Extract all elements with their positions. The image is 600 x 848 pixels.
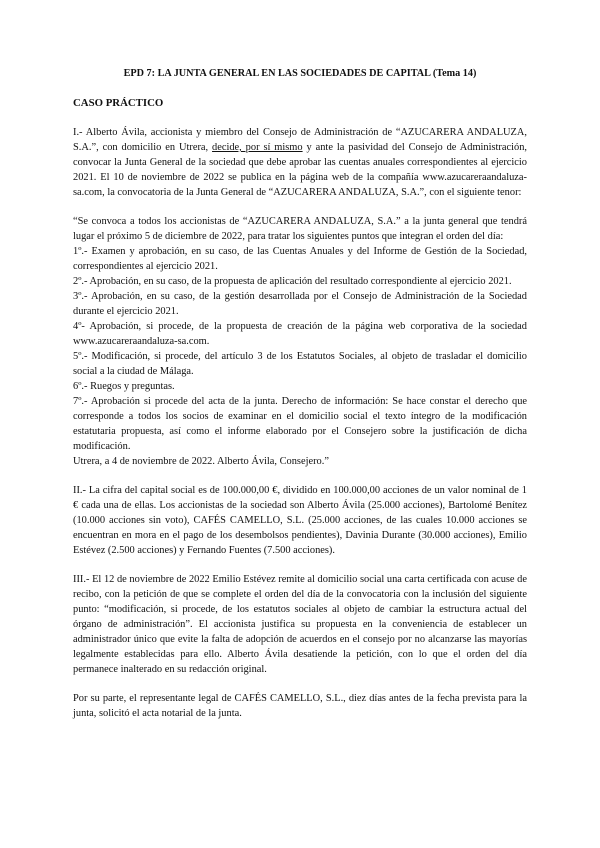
section-1-text-end: y ante la pasividad del Consejo de Administración, convocar la Junta General de la sociedad que debe aprobar las cuentas anuales correspondientes al ejercicio 2021. El 10 de noviembre de 2022 se publica en la página web de la compañía www.azucareraandaluza-sa.com, la convocatoria de la Junta General de “AZUCARERA ANDALUZA, S.A.”, con el siguiente tenor: (73, 142, 527, 198)
agenda-item-7: 7º.- Aprobación si procede del acta de la junta. Derecho de información: Se hace constar el derecho que corresponde a todos los socios de examinar en el domicilio social el texto íntegro de la modificación estatutaria propuesta, así como el informe elaborado por el Consejero sobre la justificación de dicha modificación. (73, 396, 527, 452)
section-heading: CASO PRÁCTICO (73, 97, 164, 109)
paragraph-section-4: Por su parte, el representante legal de CAFÉS CAMELLO, S.L., diez días antes de la fecha prevista para la junta, solicitó el acta notarial de la junta. (73, 693, 527, 719)
agenda-item-5: 5º.- Modificación, si procede, del artículo 3 de los Estatutos Sociales, al objeto de trasladar el domicilio social a la ciudad de Málaga. (73, 351, 527, 377)
section-1-text-start: I.- Alberto Ávila, accionista y miembro del Consejo de Administración de “AZUCARERA ANDALUZA, S.A.”, con domicilio en Utrera, (73, 127, 527, 153)
underlined-phrase: decide, por sí mismo (212, 142, 303, 153)
agenda-item-3: 3º.- Aprobación, en su caso, de la gestión desarrollada por el Consejo de Administración de la Sociedad durante el ejercicio 2021. (73, 291, 527, 317)
agenda-item-4: 4º- Aprobación, si procede, de la propuesta de creación de la página web corporativa de la sociedad www.azucareraandaluza-sa.com. (73, 321, 527, 347)
agenda-item-1: 1º.- Examen y aprobación, en su caso, de las Cuentas Anuales y del Informe de Gestión de la Sociedad, correspondientes al ejercicio 2021. (73, 246, 527, 272)
paragraph-section-1 (73, 125, 527, 200)
agenda-item-2: 2º.- Aprobación, en su caso, de la propuesta de aplicación del resultado correspondiente al ejercicio 2021. (73, 276, 512, 287)
paragraph-section-2: II.- La cifra del capital social es de 100.000,00 €, dividido en 100.000,00 acciones de un valor nominal de 1 € cada una de ellas. Los accionistas de la sociedad son Alberto Ávila (25.000 acciones), Bartolomé Benítez (10.000 acciones sin voto), CAFÉS CAMELLO, S.L. (25.000 acciones, de las cuales 10.000 acciones se encuentran en mora en el pago de los desembolsos pendientes), Davinia Durante (30.000 acciones), Emilio Estévez (2.500 acciones) y Fernando Fuentes (7.500 acciones). (73, 485, 527, 556)
agenda-item-6: 6º.- Ruegos y preguntas. (73, 381, 175, 392)
convocatoria-closing: Utrera, a 4 de noviembre de 2022. Alberto Ávila, Consejero.” (73, 456, 329, 467)
document-title: EPD 7: LA JUNTA GENERAL EN LAS SOCIEDADES DE CAPITAL (Tema 14) (123, 68, 477, 79)
convocatoria-intro: “Se convoca a todos los accionistas de “AZUCARERA ANDALUZA, S.A.” a la junta general que tendrá lugar el próximo 5 de diciembre de 2022, para tratar los siguientes puntos que integran el orden del día: (73, 216, 527, 242)
paragraph-section-3: III.- El 12 de noviembre de 2022 Emilio Estévez remite al domicilio social una carta certificada con acuse de recibo, con la petición de que se complete el orden del día de la convocatoria con la inclusión del siguiente punto: “modificación, si procede, de los estatutos sociales al objeto de cambiar la estructura actual del órgano de administración”. El accionista justifica su propuesta en la conveniencia de establecer un administrador único que evite la falta de adopción de acuerdos en el consejo por no alcanzarse las mayorías legalmente establecidas para ello. Alberto Ávila desatiende la petición, con lo que el orden del día permanece inalterado en su redacción original. (73, 574, 527, 675)
